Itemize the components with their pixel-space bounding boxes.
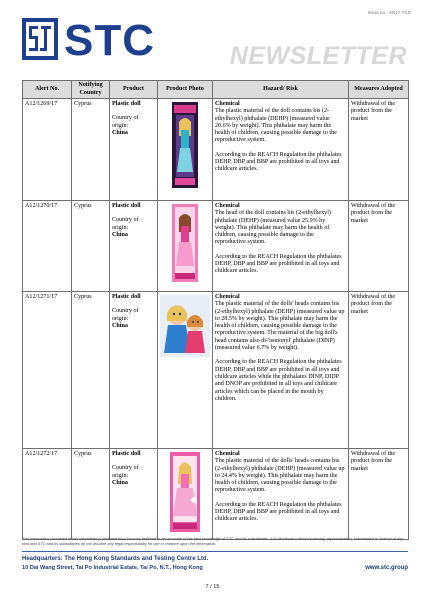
col-measures-adopted: Measures Adopted (349, 81, 409, 99)
table-header-row (23, 81, 409, 99)
measures-adopted: Withdrawal of the product from the market (349, 99, 409, 201)
hazard-regulation: According to the REACH Regulation the phthalates DEHP, DBP and BBP are prohibited in all toys and childcare articles. (215, 151, 342, 173)
col-product-photo: Product Photo (158, 81, 213, 99)
hazard-title: Chemical (215, 101, 240, 107)
table-row (23, 201, 409, 292)
hazard-cell (213, 99, 349, 201)
footer-headquarters: Headquarters: The Hong Kong Standards and Testing Centre Ltd. (22, 556, 209, 562)
hazard-regulation: According to the REACH Regulation the phthalates DEHP, DBP and BBP are prohibited in all toys and childcare articles. (215, 253, 342, 275)
footer-website-link[interactable]: www.stc.group (365, 565, 408, 571)
origin-label: Country of origin: (112, 308, 139, 322)
measures-adopted: Withdrawal of the product from the market (349, 449, 409, 540)
hazard-description: The plastic material of the dolls' heads contains bis (2-ethylhexyl) phthalate (DEHP) (measured value up to 24.4% by weight). This phthalate may harm the health of children, causing possible damage to the reproductive system. (215, 458, 345, 494)
notifying-country: Cyprus (72, 292, 110, 449)
hazard-title: Chemical (215, 203, 240, 209)
origin-country: China (112, 322, 128, 329)
origin-country: China (112, 231, 128, 238)
alert-table (22, 80, 409, 540)
hazard-description: The plastic material of the dolls' heads contains bis (2-ethylhexyl) phthalate (DEHP) (measured value up to 28.5% by weight). This phthalate may harm the health of children, causing possible damage to the reproductive system. The material of the big doll's head contains also di-'isononyl' phthalate (DINP) (measured value 6.7% by weight). (215, 301, 345, 352)
origin-country: China (112, 129, 128, 136)
product-name: Plastic doll (112, 451, 141, 457)
product-photo-cell (158, 292, 213, 449)
doll-photo-2 (172, 204, 198, 282)
disclaimer: The information contained in this newsletter is obtained from sources believed to be accurate to the best knowledge of STC and its subsidiaries. It is distributed without warranty, representation, inducement or license of any kind and STC and its subsidiaries do not assume any legal responsibility for use or reliance upon the information. (22, 536, 404, 546)
table-row (23, 99, 409, 201)
origin-label: Country of origin: (112, 217, 139, 231)
product-cell (110, 449, 158, 540)
notifying-country: Cyprus (72, 99, 110, 201)
alert-no: A12/1270/17 (23, 201, 72, 292)
hazard-cell (213, 201, 349, 292)
product-cell (110, 292, 158, 449)
origin-country: China (112, 479, 128, 486)
col-notifying-country: Notifying Country (72, 81, 110, 99)
measures-adopted: Withdrawal of the product from the market (349, 292, 409, 449)
table-row (23, 449, 409, 540)
col-alert-no: Alert No. (23, 81, 72, 99)
doll-photo-3 (160, 295, 210, 357)
doll-photo-1 (172, 102, 198, 188)
footer-divider (22, 551, 408, 552)
alert-no: A12/1271/17 (23, 292, 72, 449)
hazard-description: The head of the doll contains bis (2-ethylhexyl) phthalate (DEHP) (measured value 25.9% by weight). This phthalate may harm the health of children, causing possible damage to the reproductive system. (215, 210, 331, 246)
hazard-regulation: According to the REACH Regulation the phthalates DEHP, DBP and BBP are prohibited in all toys and childcare articles while the phthalates DINP, DIDP and DNOP are prohibited in all toys and childcare articles which can be placed in the mouth by children. (215, 359, 342, 402)
hazard-title: Chemical (215, 451, 240, 457)
product-photo-cell (158, 449, 213, 540)
page-header (0, 0, 425, 78)
issue-number: Issue no.: 19/17 TCD (367, 10, 411, 15)
product-photo-cell (158, 201, 213, 292)
product-photo-cell (158, 99, 213, 201)
alert-no: A12/1269/17 (23, 99, 72, 201)
product-name: Plastic doll (112, 101, 141, 107)
doll-photo-4 (170, 452, 200, 532)
newsletter-title: NEWSLETTER (229, 42, 407, 70)
product-name: Plastic doll (112, 294, 141, 300)
page-number: 7 / 15 (205, 584, 220, 590)
hazard-cell (213, 292, 349, 449)
col-product: Product (110, 81, 158, 99)
origin-label: Country of origin: (112, 465, 139, 479)
hazard-title: Chemical (215, 294, 240, 300)
footer-address: 10 Dai Wang Street, Tai Po Industrial Estate, Tai Po, N.T., Hong Kong (22, 565, 203, 571)
hazard-regulation: According to the REACH Regulation the phthalates DEHP, DBP and BBP are prohibited in all toys and childcare articles. (215, 501, 342, 523)
hazard-description: The plastic material of the doll contains bis (2-ethylhexyl) phthalate (DEHP) (measured value 20.6% by weight). This phthalate may harm the health of children, causing possible damage to the reproductive system. (215, 108, 337, 144)
alert-no: A12/1272/17 (23, 449, 72, 540)
origin-label: Country of origin: (112, 115, 139, 129)
notifying-country: Cyprus (72, 201, 110, 292)
col-hazard-risk: Hazard/ Risk (213, 81, 349, 99)
hazard-cell (213, 449, 349, 540)
stc-logo-icon (22, 18, 172, 60)
notifying-country: Cyprus (72, 449, 110, 540)
logo-text: STC (64, 18, 155, 60)
measures-adopted: Withdrawal of the product from the market (349, 201, 409, 292)
product-name: Plastic doll (112, 203, 141, 209)
table-row (23, 292, 409, 449)
product-cell (110, 201, 158, 292)
product-cell (110, 99, 158, 201)
